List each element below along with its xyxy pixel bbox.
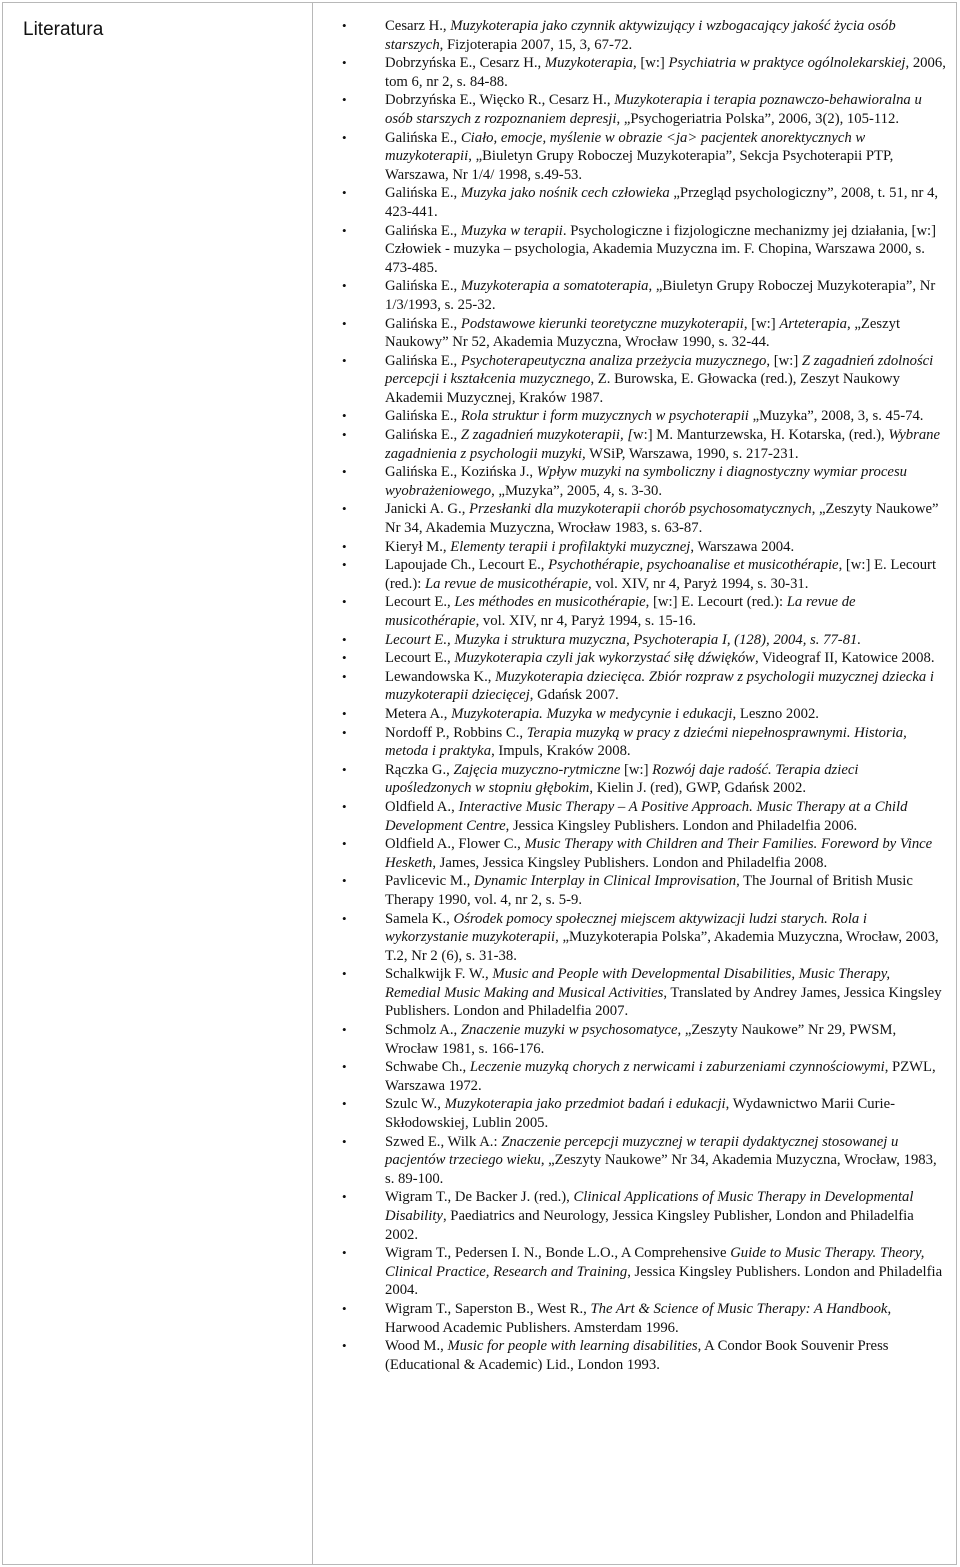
reference-text: Rączka G., (385, 761, 454, 778)
reference-text: , Wydawnictwo Marii Curie-Skłodowskiej, Lublin 2005. (385, 1096, 895, 1132)
reference-item (313, 649, 948, 668)
reference-text: „Przegląd psychologiczny”, 2008, t. 51, nr 4, 423-441. (385, 185, 939, 220)
reference-item (313, 426, 948, 463)
reference-text: , [w:] (633, 55, 669, 72)
reference-text: , „Psychogeriatria Polska”, 2006, 3(2), 105-112. (616, 110, 900, 127)
reference-text: , „Zeszyt Naukowy” Nr 52, Akademia Muzyczna, Wrocław 1990, s. 32-44. (385, 315, 901, 351)
reference-title-text: Podstawowe kierunki teoretyczne muzykoterapii (460, 315, 744, 332)
reference-title-text: Music and People with Developmental Disabilities, Music Therapy, Remedial Music Making and Musical Activities (385, 966, 891, 1001)
reference-item (313, 965, 948, 1021)
reference-text: Schmolz A., (385, 1022, 461, 1039)
reference-text: Samela K., (385, 910, 454, 927)
reference-text: „Muzyka”, 2008, 3, s. 45-74. (748, 408, 924, 425)
reference-text: , Jessica Kingsley Publishers. London and Philadelfia 2006. (505, 817, 858, 834)
reference-text: Galińska E., (385, 278, 461, 295)
reference-text: , 2006, tom 6, nr 2, s. 84-88. (385, 55, 946, 90)
bullet-icon: • (342, 464, 347, 480)
reference-item (313, 17, 948, 54)
reference-item (313, 724, 948, 761)
reference-item (313, 556, 948, 593)
reference-text: w:] M. Manturzewska, H. Kotarska, (red.), (633, 427, 889, 444)
reference-text: , Gdańsk 2007. (529, 687, 619, 704)
reference-text: Galińska E., (385, 185, 461, 202)
bullet-icon: • (342, 966, 347, 982)
bullet-icon: • (342, 408, 347, 424)
reference-text: Wigram T., Pedersen I. N., Bonde L.O., A Comprehensive (385, 1245, 731, 1262)
reference-title-text: Clinical Applications of Music Therapy in Developmental Disability (385, 1189, 914, 1224)
bullet-icon: • (342, 18, 347, 33)
reference-item (313, 1300, 948, 1337)
reference-text: [w:] (620, 761, 653, 778)
reference-text: , „Zeszyty Naukowe” Nr 34, Akademia Muzyczna, Wrocław 1983, s. 63-87. (385, 501, 939, 537)
reference-title-text: Muzykoterapia i terapia poznawczo-behawioralna u osób starszych z rozpoznaniem depresji (385, 92, 922, 127)
reference-text: Galińska E., (385, 315, 461, 332)
reference-text: Kierył M., (385, 538, 451, 555)
reference-title-text: Przesłanki dla muzykoterapii chorób psychosomatycznych (469, 501, 812, 518)
reference-title-text: Music Therapy with Children and Their Families. Foreword by Vince Hesketh (385, 836, 933, 871)
reference-text: , „Muzykoterapia Polska”, Akademia Muzyczna, Wrocław, 2003, T.2, Nr 2 (6), s. 31-38. (385, 929, 939, 964)
reference-item (313, 798, 948, 835)
reference-title-text: The Art & Science of Music Therapy: A Handbook (590, 1300, 888, 1317)
reference-title-text: Muzykoterapia dziecięca. Zbiór rozpraw z psychologii muzycznej dziecka i muzykoterapii dziecięcej (385, 668, 934, 704)
reference-item (313, 705, 948, 724)
reference-title-text: Ciało, emocje, myślenie w obrazie <ja> pacjentek anorektycznych w muzykoterapii (385, 129, 866, 165)
reference-text: Galińska E., (385, 408, 461, 425)
reference-text: , „Zeszyty Naukowe” Nr 34, Akademia Muzyczna, Wrocław, 1983, s. 89-100. (385, 1152, 937, 1187)
reference-text: , vol. XIV, nr 4, Paryż 1994, s. 30-31. (588, 575, 809, 592)
reference-title-text: Wpływ muzyki na symboliczny i diagnostyczny wymiar procesu wyobrażeniowego (385, 464, 907, 499)
reference-title-text: Dynamic Interplay in Clinical Improvisation (473, 873, 737, 890)
reference-text: Galińska E., (385, 427, 461, 444)
reference-title-text: Rozwój daje radość. Terapia dzieci upośledzonych w stopniu głębokim (385, 761, 859, 797)
bullet-icon: • (342, 910, 347, 926)
reference-title-text: Interactive Music Therapy – A Positive Approach. Music Therapy at a Child Development Centre (385, 798, 908, 834)
reference-title-text: Rola struktur i form muzycznych w psychoterapii (460, 408, 749, 425)
bullet-icon: • (342, 594, 347, 610)
reference-item (313, 1337, 948, 1374)
reference-title-text: Les méthodes en musicothérapie (454, 594, 646, 611)
reference-title-text: La revue de musicothérapie (424, 575, 588, 592)
bullet-icon: • (342, 315, 347, 331)
reference-item (313, 538, 948, 557)
bullet-icon: • (342, 129, 347, 145)
reference-text: , James, Jessica Kingsley Publishers. London and Philadelfia 2008. (432, 854, 828, 871)
reference-text: Szulc W., (385, 1096, 445, 1113)
bullet-icon: • (342, 798, 347, 814)
reference-item (313, 1058, 948, 1095)
bibliography-table (2, 2, 957, 1565)
reference-text: , „Muzyka”, 2005, 4, s. 3-30. (491, 482, 662, 499)
reference-text: , Videograf II, Katowice 2008. (754, 650, 935, 667)
reference-text: , Jessica Kingsley Publishers. London and Philadelfia 2004. (385, 1263, 943, 1299)
bullet-icon: • (342, 836, 347, 852)
reference-title-text: Muzykoterapia a somatoterapia (460, 278, 649, 295)
reference-title-text: Z zagadnień zdolności percepcji i kształcenia muzycznego (385, 352, 934, 388)
bullet-icon: • (342, 761, 347, 777)
reference-title-text: Terapia muzyką w pracy z dziećmi niepełnosprawnymi. Historia, metoda i praktyka (385, 724, 907, 760)
reference-list (313, 17, 948, 1374)
bullet-icon: • (342, 427, 347, 443)
reference-text: Pavlicevic M., (385, 873, 474, 890)
reference-title-text: Psychoterapeutyczna analiza przeżycia muzycznego (460, 352, 767, 369)
reference-text: , „Biuletyn Grupy Roboczej Muzykoterapia”, Sekcja Psychoterapii PTP, Warszawa, Nr 1/4/ 1998, s.49-53. (385, 148, 894, 183)
bullet-icon: • (342, 1245, 347, 1261)
reference-text: Dobrzyńska E., Więcko R., Cesarz H., (385, 92, 615, 109)
reference-text: , [w:] E. Lecourt (red.): (385, 557, 937, 592)
reference-item (313, 463, 948, 500)
bullet-icon: • (342, 501, 347, 517)
reference-text: , [w:] E. Lecourt (red.): (645, 594, 787, 611)
reference-item (313, 315, 948, 352)
reference-item (313, 184, 948, 221)
bullet-icon: • (342, 1189, 347, 1205)
reference-text: Lewandowska K., (385, 668, 496, 685)
bullet-icon: • (342, 222, 347, 238)
bullet-icon: • (342, 650, 347, 666)
reference-title-text: Lecourt E., Muzyka i struktura muzyczna, Psychoterapia I, (128), 2004, s. 77-81. (385, 631, 862, 648)
reference-item (313, 761, 948, 798)
reference-item (313, 54, 948, 91)
reference-item (313, 1244, 948, 1300)
bullet-icon: • (342, 1133, 347, 1149)
bullet-icon: • (342, 557, 347, 573)
reference-text: Lecourt E., (385, 650, 455, 667)
reference-item (313, 872, 948, 909)
bullet-icon: • (342, 1059, 347, 1075)
reference-title-text: Muzyka jako nośnik cech człowieka (460, 185, 670, 202)
reference-text: Schalkwijk F. W., (385, 966, 493, 983)
bullet-icon: • (342, 631, 347, 647)
reference-text: , A Condor Book Souvenir Press (Educational & Academic) Lid., London 1993. (385, 1338, 889, 1373)
bullet-icon: • (342, 705, 347, 721)
reference-item (313, 1188, 948, 1244)
bullet-icon: • (342, 352, 347, 368)
reference-text: , Z. Burowska, E. Głowacka (red.), Zeszyt Naukowy Akademii Muzycznej, Kraków 1987. (385, 371, 901, 406)
reference-title-text: Z zagadnień muzykoterapii, [ (460, 427, 634, 444)
reference-text: , Harwood Academic Publishers. Amsterdam 1996. (385, 1300, 892, 1336)
reference-item (313, 277, 948, 314)
reference-title-text: Muzyka w terapii (460, 222, 563, 239)
reference-text: Cesarz H., (385, 18, 451, 34)
reference-text: Dobrzyńska E., Cesarz H., (385, 55, 545, 72)
reference-item (313, 129, 948, 185)
reference-text: WSiP, Warszawa, 1990, s. 217-231. (585, 445, 799, 462)
reference-item (313, 91, 948, 128)
reference-title-text: Psychiatria w praktyce ogólnolekarskiej (668, 55, 906, 72)
bullet-icon: • (342, 873, 347, 889)
reference-text: Wigram T., De Backer J. (red.), (385, 1189, 574, 1206)
reference-title-text: Elementy terapii i profilaktyki muzycznej (450, 538, 691, 555)
reference-text: , [w:] (766, 352, 802, 369)
reference-title-text: Muzykoterapia (544, 55, 633, 72)
reference-text: . Psychologiczne i fizjologiczne mechanizmy jej działania, [w:] Człowiek - muzyka – psychologia, Akademia Muzyczna im. F. Chopina, Warszawa 2000, s. 473-485. (385, 222, 937, 276)
reference-text: Nordoff P., Robbins C., (385, 724, 527, 741)
reference-text: Lecourt E., (385, 594, 455, 611)
reference-text: Oldfield A., (385, 798, 459, 815)
reference-text: , Translated by Andrey James, Jessica Kingsley Publishers. London and Philadelfia 2007. (385, 984, 942, 1020)
bullet-icon: • (342, 724, 347, 740)
reference-item (313, 222, 948, 278)
reference-text: Szwed E., Wilk A.: (385, 1133, 502, 1150)
reference-item (313, 1133, 948, 1189)
bullet-icon: • (342, 668, 347, 684)
section-label-cell (3, 3, 313, 1564)
reference-text: , „Zeszyty Naukowe” Nr 29, PWSM, Wrocław 1981, s. 166-176. (385, 1022, 897, 1057)
reference-title-text: Muzykoterapia jako czynnik aktywizujący i wzbogacający jakość życia osób starszych (385, 18, 896, 53)
reference-item (313, 631, 948, 650)
reference-text: , PZWL, Warszawa 1972. (385, 1059, 936, 1094)
reference-text: Wood M., (385, 1338, 448, 1355)
bullet-icon: • (342, 278, 347, 294)
reference-title-text: Wybrane zagadnienia z psychologii muzyki, (385, 427, 941, 462)
reference-title-text: Muzykoterapia jako przedmiot badań i edukacji (444, 1096, 726, 1113)
bullet-icon: • (342, 1300, 347, 1316)
reference-text: , [w:] (743, 315, 780, 332)
reference-item (313, 1095, 948, 1132)
reference-text: , Kielin J. (red), GWP, Gdańsk 2002. (589, 780, 807, 797)
reference-title-text: Znaczenie muzyki w psychosomatyce (460, 1022, 678, 1039)
reference-item (313, 500, 948, 537)
reference-item (313, 407, 948, 426)
reference-text: Galińska E., (385, 222, 461, 239)
reference-item (313, 593, 948, 630)
bullet-icon: • (342, 185, 347, 201)
bullet-icon: • (342, 538, 347, 554)
references-cell (313, 3, 956, 1564)
section-title: Literatura (23, 19, 104, 40)
reference-text: , Impuls, Kraków 2008. (491, 743, 631, 760)
reference-text: Schwabe Ch., (385, 1059, 470, 1076)
reference-text: Galińska E., (385, 352, 461, 369)
reference-text: Janicki A. G., (385, 501, 470, 518)
reference-item (313, 835, 948, 872)
reference-text: Oldfield A., Flower C., (385, 836, 525, 853)
reference-item (313, 668, 948, 705)
reference-text: Galińska E., (385, 129, 461, 146)
reference-text: Metera A., (385, 705, 452, 722)
reference-title-text: Ośrodek pomocy społecznej miejscem aktywizacji ludzi starych. Rola i wykorzystanie muzykoterapii (385, 910, 868, 946)
reference-text: , vol. XIV, nr 4, Paryż 1994, s. 15-16. (475, 613, 696, 629)
reference-title-text: Guide to Music Therapy. Theory, Clinical Practice, Research and Training (385, 1245, 925, 1280)
reference-item (313, 352, 948, 408)
reference-text: , The Journal of British Music Therapy 1990, vol. 4, nr 2, s. 5-9. (385, 873, 913, 908)
reference-title-text: Znaczenie percepcji muzycznej w terapii dydaktycznej stosowanej u pacjentów trzeciego wieku (385, 1133, 899, 1169)
reference-text: Lapoujade Ch., Lecourt E., (385, 557, 549, 574)
reference-title-text: Psychothérapie, psychoanalise et musicothérapie (548, 557, 839, 574)
reference-text: , Fizjoterapia 2007, 15, 3, 67-72. (439, 36, 633, 53)
reference-item (313, 1021, 948, 1058)
reference-title-text: La revue de musicothérapie (385, 594, 856, 629)
reference-text: , „Biuletyn Grupy Roboczej Muzykoterapia”, Nr 1/3/1993, s. 25-32. (385, 278, 936, 313)
reference-text: Wigram T., Saperston B., West R., (385, 1300, 591, 1317)
reference-title-text: Zajęcia muzyczno-rytmiczne (453, 761, 621, 778)
reference-item (313, 910, 948, 966)
bullet-icon: • (342, 1022, 347, 1038)
bullet-icon: • (342, 1096, 347, 1112)
reference-title-text: Arteterapia (779, 315, 848, 332)
reference-text: Galińska E., Kozińska J., (385, 464, 537, 481)
reference-title-text: Music for people with learning disabilities (447, 1338, 698, 1355)
reference-title-text: Leczenie muzyką chorych z nerwicami i zaburzeniami czynnościowymi (469, 1059, 885, 1076)
reference-text: , Warszawa 2004. (690, 538, 795, 555)
reference-text: , Leszno 2002. (732, 705, 819, 722)
bullet-icon: • (342, 1338, 347, 1354)
reference-text: , Paediatrics and Neurology, Jessica Kingsley Publisher, London and Philadelfia 2002. (385, 1208, 914, 1243)
bullet-icon: • (342, 55, 347, 71)
bullet-icon: • (342, 92, 347, 108)
reference-title-text: Muzykoterapia. Muzyka w medycynie i edukacji (451, 705, 733, 722)
reference-title-text: Muzykoterapia czyli jak wykorzystać siłę dźwięków (454, 650, 755, 667)
